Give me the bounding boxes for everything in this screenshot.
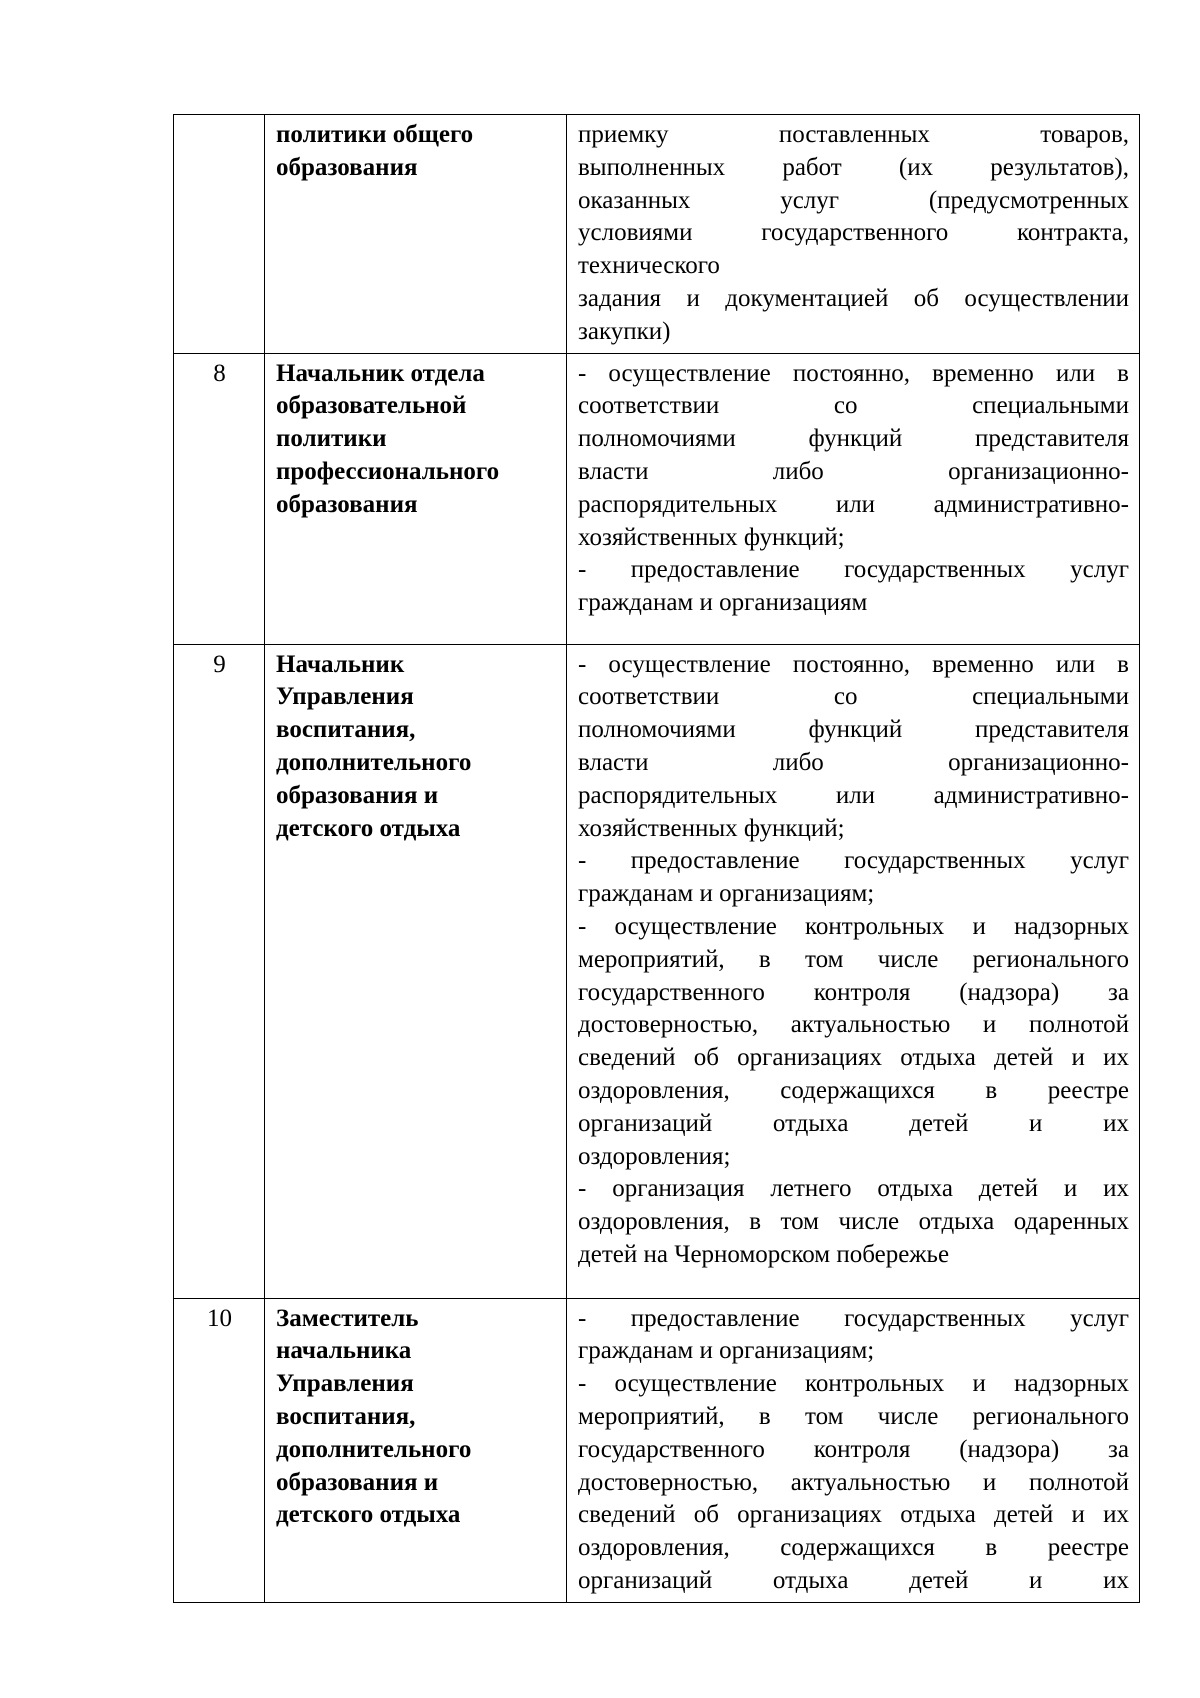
duty-line: власти либо организационно- bbox=[578, 748, 1129, 776]
duty-line: гражданам и организациям; bbox=[578, 880, 875, 908]
duty-line: организаций отдыха детей и их bbox=[578, 1566, 1129, 1594]
duty-line: гражданам и организациям; bbox=[578, 1337, 875, 1365]
duty-line: полномочиями функций представителя bbox=[578, 716, 1129, 744]
position-line: детского отдыха bbox=[276, 814, 461, 842]
position-line: дополнительного bbox=[276, 748, 472, 776]
duties-cell bbox=[567, 115, 1140, 354]
duty-line: государственного контроля (надзора) за bbox=[578, 978, 1129, 1006]
duty-line: распорядительных или административно- bbox=[578, 490, 1129, 518]
duty-line: организаций отдыха детей и их bbox=[578, 1109, 1129, 1137]
duty-line: - предоставление государственных услуг bbox=[578, 847, 1129, 875]
duties-cell bbox=[567, 353, 1140, 644]
duty-line: - осуществление постоянно, временно или в bbox=[578, 359, 1129, 387]
position-line: воспитания, bbox=[276, 716, 416, 744]
position-cell bbox=[265, 115, 567, 354]
position-line: начальника bbox=[276, 1337, 412, 1365]
position-line: образования bbox=[276, 490, 418, 518]
duty-line: - осуществление постоянно, временно или в bbox=[578, 650, 1129, 678]
duty-line: мероприятий, в том числе регионального bbox=[578, 1402, 1129, 1430]
duty-line: гражданам и организациям bbox=[578, 589, 868, 617]
duty-line: закупки) bbox=[578, 317, 671, 345]
duty-line: распорядительных или административно- bbox=[578, 781, 1129, 809]
position-cell bbox=[265, 644, 567, 1298]
duty-line: хозяйственных функций; bbox=[578, 814, 845, 842]
position-cell bbox=[265, 353, 567, 644]
duty-line: - предоставление государственных услуг bbox=[578, 556, 1129, 584]
duty-line: оздоровления, содержащихся в реестре bbox=[578, 1076, 1129, 1104]
position-line: образования bbox=[276, 153, 418, 181]
duties-cell bbox=[567, 1298, 1140, 1602]
duty-line: сведений об организациях отдыха детей и их bbox=[578, 1044, 1129, 1072]
duty-line: мероприятий, в том числе регионального bbox=[578, 945, 1129, 973]
row-number: 9 bbox=[174, 644, 265, 1298]
position-line: образования и bbox=[276, 1468, 439, 1496]
position-line: образования и bbox=[276, 781, 439, 809]
duties-cell bbox=[567, 644, 1140, 1298]
duty-line: - организация летнего отдыха детей и их bbox=[578, 1175, 1129, 1203]
duty-line: приемку поставленных товаров, bbox=[578, 121, 1129, 148]
position-line: Начальник bbox=[276, 650, 405, 678]
duty-line: - предоставление государственных услуг bbox=[578, 1304, 1129, 1332]
duty-line: достоверностью, актуальностью и полнотой bbox=[578, 1011, 1129, 1039]
position-line: Заместитель bbox=[276, 1304, 419, 1332]
duty-line: государственного контроля (надзора) за bbox=[578, 1435, 1129, 1463]
table-row bbox=[174, 1298, 1140, 1602]
duty-line: детей на Черноморском побережье bbox=[578, 1240, 950, 1268]
row-number: 10 bbox=[174, 1298, 265, 1602]
duty-line: достоверностью, актуальностью и полнотой bbox=[578, 1468, 1129, 1496]
duty-line: соответствии со специальными bbox=[578, 392, 1129, 420]
position-line: детского отдыха bbox=[276, 1501, 461, 1529]
duty-line: выполненных работ (их результатов), bbox=[578, 153, 1129, 181]
position-line: Управления bbox=[276, 683, 414, 711]
duty-line: оздоровления, в том числе отдыха одаренных bbox=[578, 1208, 1129, 1236]
position-line: воспитания, bbox=[276, 1402, 416, 1430]
duties-table bbox=[173, 114, 1140, 1603]
duty-line: сведений об организациях отдыха детей и их bbox=[578, 1501, 1129, 1529]
position-line: образовательной bbox=[276, 392, 467, 420]
duty-line: - осуществление контрольных и надзорных bbox=[578, 1370, 1129, 1398]
position-line: дополнительного bbox=[276, 1435, 472, 1463]
duty-line: технического bbox=[578, 252, 720, 280]
table-row bbox=[174, 644, 1140, 1298]
position-line: Начальник отдела bbox=[276, 359, 485, 387]
duty-line: - осуществление контрольных и надзорных bbox=[578, 912, 1129, 940]
row-number: 8 bbox=[174, 353, 265, 644]
duty-line: задания и документацией об осуществлении bbox=[578, 284, 1129, 312]
duty-line: хозяйственных функций; bbox=[578, 523, 845, 551]
duty-line: власти либо организационно- bbox=[578, 457, 1129, 485]
position-cell bbox=[265, 1298, 567, 1602]
duty-line: условиями государственного контракта, bbox=[578, 219, 1129, 247]
position-line: Управления bbox=[276, 1370, 414, 1398]
duty-line: соответствии со специальными bbox=[578, 683, 1129, 711]
position-line: политики общего bbox=[276, 121, 474, 148]
duty-line: оздоровления; bbox=[578, 1142, 731, 1170]
duty-line: оказанных услуг (предусмотренных bbox=[578, 186, 1129, 214]
duty-line: оздоровления, содержащихся в реестре bbox=[578, 1534, 1129, 1562]
table-row bbox=[174, 353, 1140, 644]
position-line: политики bbox=[276, 425, 387, 453]
position-line: профессионального bbox=[276, 457, 500, 485]
duty-line: полномочиями функций представителя bbox=[578, 425, 1129, 453]
row-number bbox=[174, 115, 265, 354]
table-row bbox=[174, 115, 1140, 354]
